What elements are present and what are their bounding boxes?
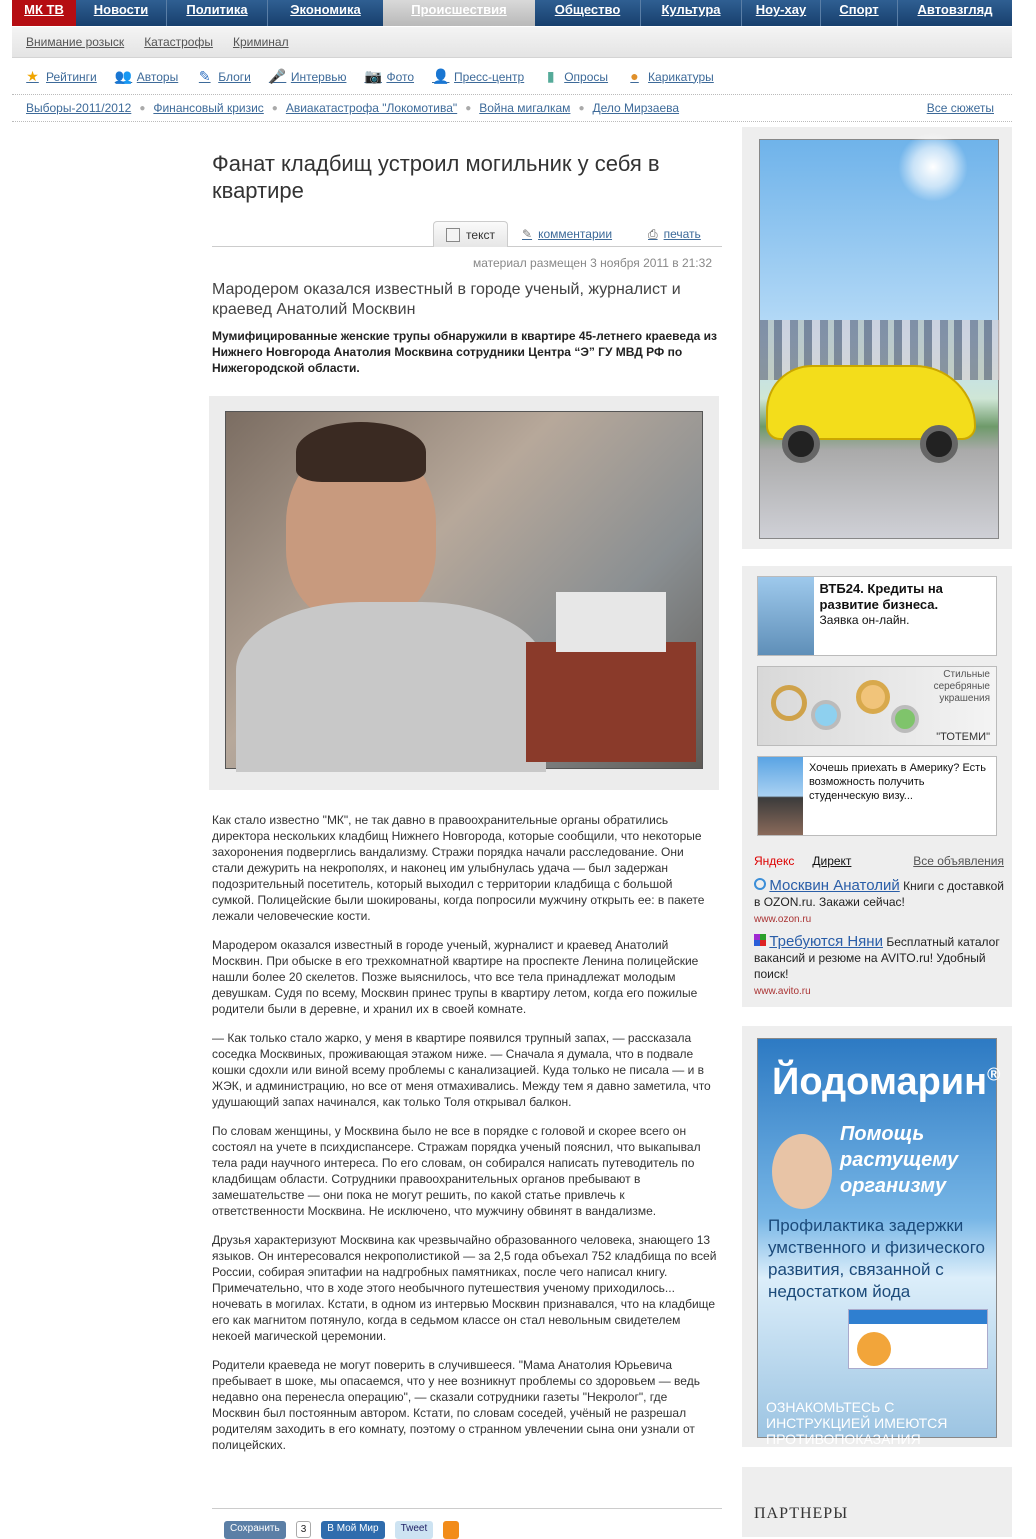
publish-date: материал размещен 3 ноября 2011 в 21:32 bbox=[472, 256, 712, 270]
separator-dot: ● bbox=[139, 102, 146, 114]
ad-block-iodomarin bbox=[742, 1026, 1012, 1447]
wheel-graphic bbox=[782, 425, 820, 463]
article-intro: Мумифицированные женские трупы обнаружили в квартире 45-летнего краеведа из Нижнего Новгорода Анатолия Москвина сотрудники Центра “Э” ГУ МВД РФ по Нижегородской области. bbox=[212, 329, 718, 375]
tool-ratings[interactable]: ★ Рейтинги bbox=[24, 68, 97, 85]
vtb-ad[interactable] bbox=[757, 576, 997, 656]
subnav-criminal[interactable]: Криминал bbox=[232, 35, 289, 49]
authors-icon: 👥 bbox=[114, 68, 133, 84]
all-stories-link[interactable]: Все сюжеты bbox=[926, 101, 994, 115]
tweet-button[interactable]: Tweet bbox=[395, 1521, 434, 1539]
yandex-label: Яндекс bbox=[754, 854, 795, 868]
car-banner-ad[interactable] bbox=[759, 139, 999, 539]
story-financial-crisis[interactable]: Финансовый кризис bbox=[153, 101, 264, 115]
my-world-button[interactable]: В Мой Мир bbox=[321, 1521, 384, 1539]
article bbox=[212, 150, 722, 1535]
totemi-ad[interactable] bbox=[757, 666, 997, 746]
printer-icon: ⎙ bbox=[648, 226, 658, 241]
sun-graphic bbox=[898, 132, 968, 202]
separator-dot: ● bbox=[578, 102, 585, 114]
article-photo bbox=[225, 411, 703, 769]
nav-economy[interactable]: Экономика bbox=[290, 2, 361, 17]
yandex-ad bbox=[754, 934, 1004, 1000]
iodomarin-description: Профилактика задержки умственного и физического развития, связанной с недостатком йода bbox=[768, 1216, 985, 1301]
story-lokomotiv-crash[interactable]: Авиакатастрофа "Локомотива" bbox=[285, 101, 458, 115]
iodomarin-warning: ОЗНАКОМЬТЕСЬ С ИНСТРУКЦИЕЙ ИМЕЮТСЯ ПРОТИВОПОКАЗАНИЯ bbox=[766, 1399, 948, 1447]
camera-icon: 📷 bbox=[364, 68, 382, 84]
america-ad-text: Хочешь приехать в Америку? Есть возможность получить студенческую визу... bbox=[808, 762, 986, 802]
article-paragraph: Как стало известно "МК", не так давно в правоохранительные органы обратились директора нескольких кладбищ Нижнего Новгорода, которые сообщили, что некоторые захоронения подверглись вандализму. Стражи порядка начали расследование. Они стали дежурить на некрополях, и наконец им улыбнулась удача — был задержан подозрительный посетитель, который выходил с территории кладбища с большой сумкой. Полицейские были шокированы, когда попросили мужчину открыть ее: в пакете лежали человеческие кости. bbox=[212, 813, 705, 923]
yandex-ad-text: Книги с доставкой в OZON.ru. Закажи сейчас! bbox=[754, 879, 1005, 909]
story-elections[interactable]: Выборы-2011/2012 bbox=[26, 101, 132, 115]
tool-press-center[interactable]: 👤 Пресс-центр bbox=[432, 68, 525, 84]
stories-bar bbox=[12, 94, 1012, 122]
tool-interview[interactable]: 🎤 Интервью bbox=[268, 68, 347, 84]
story-war-on-sirens[interactable]: Война мигалкам bbox=[479, 101, 571, 115]
article-paragraph: По словам женщины, у Москвина было не все в порядке с головой и скорее всего он состоял на учете в психдиспансере. Стражам порядка ученый пояснил, что выкапывал тела ради научного интереса. По его словам, он собирался написать путеводитель по кладбищам области. Сотрудники правоохранительных органов пребывают в замешательстве — они пока не могут решить, по какой статье привлечь к ответственности Москвина. Не исключено, что мужчину обвинят в вандализме. bbox=[212, 1124, 701, 1218]
yandex-direct-header bbox=[754, 854, 1004, 868]
vtb-ad-title: ВТБ24. Кредиты на развитие бизнеса. bbox=[819, 581, 943, 612]
avito-icon bbox=[754, 934, 766, 946]
nav-culture[interactable]: Культура bbox=[661, 2, 721, 17]
yandex-ad bbox=[754, 878, 1004, 928]
tool-polls[interactable]: ▮ Опросы bbox=[542, 68, 608, 85]
story-mirzaev-case[interactable]: Дело Мирзаева bbox=[592, 101, 680, 115]
section-tools bbox=[12, 60, 1012, 93]
star-icon: ★ bbox=[26, 68, 39, 84]
subnav-catastrophes[interactable]: Катастрофы bbox=[144, 35, 213, 49]
article-body bbox=[212, 812, 717, 1466]
top-nav bbox=[12, 0, 1012, 26]
partners-block bbox=[742, 1467, 1012, 1537]
article-title: Фанат кладбищ устроил могильник у себя в квартире bbox=[212, 151, 660, 203]
america-ad[interactable] bbox=[757, 756, 997, 836]
ad-block-car bbox=[742, 127, 1012, 549]
businessmen-image bbox=[758, 577, 814, 655]
iodomarin-package-image bbox=[848, 1309, 988, 1369]
yandex-ad-text: Бесплатный каталог вакансий и резюме на AVITO.ru! Удобный поиск! bbox=[754, 935, 1000, 981]
article-paragraph: — Как только стало жарко, у меня в квартире появился трупный запах, — рассказала соседка Москвиных, проживающая этажом ниже. — Сначала я думала, что в подвале кошки сдохли или виной всему проблемы с канализацией. Куда только не писала — и в ЖЭК, и администрацию, но все от меня отмахивались. Между тем я давно заметила, что удушающий запах начинался, как только Толя открывал балкон. bbox=[212, 1031, 711, 1109]
totemi-brand: "ТОТЕМИ" bbox=[936, 731, 990, 743]
tab-comments[interactable]: ✎ комментарии bbox=[522, 227, 613, 241]
ad-block-small bbox=[742, 566, 1012, 1007]
yandex-ad-link[interactable]: Москвин Анатолий bbox=[769, 877, 900, 894]
edit-icon: ✎ bbox=[522, 227, 533, 241]
article-paragraph: Мародером оказался известный в городе ученый, журналист и краевед Анатолий Москвин. При обыске в его трехкомнатной квартире на проспекте Ленина полицейские нашли более 20 скелетов. Позже выяснилось, что все тела принадлежат молодым девушкам. Судя по всему, Москвин принес трупы в квартиру летом, когда его пожилые родители были в деревне, и хранил их в своей комнате. bbox=[212, 938, 699, 1016]
pencil-icon: ✎ bbox=[198, 68, 211, 84]
odnoklassniki-icon[interactable] bbox=[443, 1521, 459, 1539]
tool-cartoons[interactable]: ● Карикатуры bbox=[626, 68, 714, 85]
microphone-icon: 🎤 bbox=[268, 68, 287, 84]
nav-sport[interactable]: Спорт bbox=[839, 2, 879, 17]
article-lead: Мародером оказался известный в городе ученый, журналист и краевед Анатолий Москвин bbox=[212, 281, 681, 318]
tool-authors[interactable]: 👥 Авторы bbox=[114, 68, 179, 84]
separator-dot: ● bbox=[465, 102, 472, 114]
nav-autovzglyad[interactable]: Автовзгляд bbox=[917, 2, 993, 17]
press-center-icon: 👤 bbox=[432, 68, 450, 84]
girl-image bbox=[772, 1134, 832, 1209]
wheel-graphic bbox=[920, 425, 958, 463]
share-bar bbox=[212, 1508, 722, 1538]
tab-text[interactable]: текст bbox=[433, 221, 508, 247]
nav-news[interactable]: Новости bbox=[93, 2, 149, 17]
vk-save-button[interactable]: Сохранить bbox=[224, 1521, 286, 1539]
subnav-wanted[interactable]: Внимание розыск bbox=[26, 35, 125, 49]
share-count: 3 bbox=[296, 1521, 312, 1538]
registered-mark: ® bbox=[987, 1064, 1001, 1085]
all-ads-link[interactable]: Все объявления bbox=[913, 854, 1004, 868]
direct-link[interactable]: Директ bbox=[812, 854, 852, 868]
palette-icon: ● bbox=[630, 68, 639, 84]
nav-mk-tv[interactable]: МК ТВ bbox=[12, 0, 76, 26]
totemi-ad-text: Стильные серебряные украшения bbox=[933, 669, 990, 704]
iodomarin-slogan: Помощь растущему организму bbox=[840, 1123, 959, 1197]
yandex-ad-url[interactable]: www.avito.ru bbox=[754, 986, 811, 997]
nav-incidents[interactable]: Происшествия bbox=[383, 0, 535, 26]
nav-society[interactable]: Общество bbox=[554, 2, 621, 17]
vtb-ad-sub: Заявка он-лайн. bbox=[819, 613, 910, 627]
document-icon bbox=[446, 228, 460, 242]
yandex-ad-link[interactable]: Требуются Няни bbox=[769, 933, 883, 950]
partners-heading: ПАРТНЕРЫ bbox=[754, 1505, 849, 1522]
tool-photo[interactable]: 📷 Фото bbox=[364, 68, 415, 84]
sub-nav bbox=[12, 27, 1012, 58]
rings-image bbox=[766, 675, 916, 735]
nav-know-how[interactable]: Ноу-хау bbox=[755, 2, 807, 17]
tab-print[interactable]: ⎙ печать bbox=[648, 226, 701, 241]
iodomarin-brand: Йодомарин bbox=[772, 1061, 988, 1103]
article-tabs bbox=[212, 221, 722, 247]
yandex-ad-url[interactable]: www.ozon.ru bbox=[754, 914, 812, 925]
photo-frame bbox=[209, 396, 719, 790]
separator-dot: ● bbox=[271, 102, 278, 114]
ozon-icon bbox=[754, 878, 766, 890]
chart-icon: ▮ bbox=[546, 68, 555, 84]
iodomarin-banner-ad[interactable] bbox=[757, 1038, 1001, 1447]
article-paragraph: Друзья характеризуют Москвина как чрезвычайно образованного человека, знающего 13 языков. Он интересовался некрополистикой — за 2,5 года объехал 752 кладбища по всей России, собирая эпитафии на надгробных памятниках, после чего написал книгу. Примечательно, что в ходе этого необычного путешествия ученому приходилось... ночевать в могилах. Кстати, в одном из интервью Москвин признавался, что на кладбище его как магнитом потянуло, когда в седьмом классе он стал невольным свидетелем некоей магической церемонии. bbox=[212, 1233, 717, 1343]
students-image bbox=[758, 757, 803, 835]
article-paragraph: Родители краеведа не могут поверить в случившееся. "Мама Анатолия Юрьевича пребывает в шоке, мы опасаемся, что у нее возникнут проблемы со здоровьем — ведь недавно она перенесла операцию", — сказали сотрудники газеты "Некролог", где Москвин был постоянным автором. Кстати, по словам соседей, учёный не разрешал родителям заходить в его комнату, поэтому о странном увлечении сына они узнали от полицейских. bbox=[212, 1358, 700, 1452]
nav-politics[interactable]: Политика bbox=[186, 2, 248, 17]
tool-blogs[interactable]: ✎ Блоги bbox=[196, 68, 251, 85]
